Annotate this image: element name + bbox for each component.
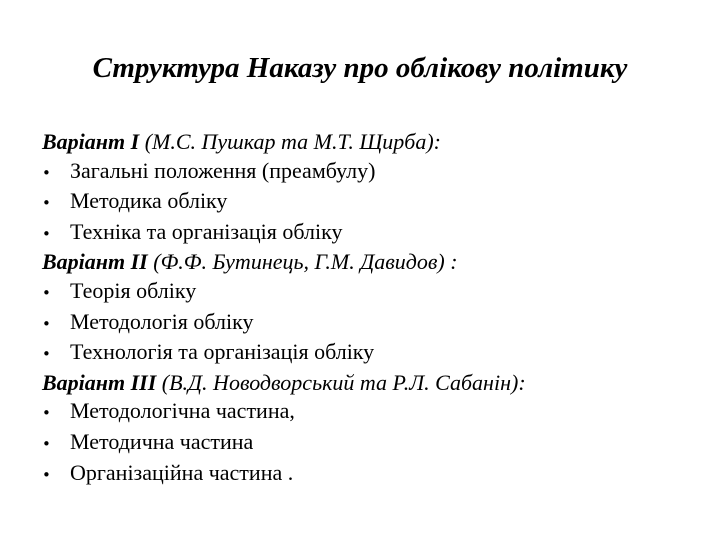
- bullet-icon: •: [42, 163, 51, 182]
- slide-content: [42, 128, 702, 489]
- variant-authors: (М.С. Пушкар та М.Т. Щирба):: [139, 129, 442, 154]
- bullet-icon: •: [42, 404, 51, 423]
- list-item-text: Організаційна частина .: [70, 459, 294, 485]
- bullet-icon: •: [42, 224, 51, 243]
- variant-authors: (Ф.Ф. Бутинець, Г.М. Давидов) :: [147, 249, 458, 275]
- list-item-text: Загальні положення (преамбулу): [70, 157, 376, 183]
- bullet-icon: •: [42, 283, 51, 302]
- list-item: [42, 277, 702, 308]
- list-item: [42, 187, 702, 218]
- list-item: [42, 338, 702, 369]
- list-item-text: Техніка та організація обліку: [70, 218, 343, 244]
- variant-authors: (В.Д. Новодворський та Р.Л. Сабанін):: [156, 369, 526, 395]
- slide-title: Структура Наказу про облікову політику: [92, 52, 628, 84]
- list-item-text: Методична частина: [70, 428, 254, 454]
- list-item: [42, 397, 702, 428]
- list-item-text: Методологічна частина,: [70, 398, 295, 424]
- bullet-icon: •: [42, 345, 51, 364]
- list-item: [42, 218, 702, 249]
- variant-heading-2: [42, 248, 702, 277]
- variant-heading-1: [42, 128, 702, 157]
- list-item-text: Методологія обліку: [70, 308, 254, 334]
- list-item-text: Теорія обліку: [70, 277, 197, 303]
- list-item: [42, 428, 702, 459]
- bullet-icon: •: [42, 314, 51, 333]
- bullet-icon: •: [42, 194, 51, 213]
- list-item-text: Методика обліку: [70, 188, 228, 214]
- variant-heading-3: [42, 369, 702, 398]
- bullet-icon: •: [42, 434, 51, 453]
- list-item: [42, 308, 702, 339]
- variant-label: Варіант I: [42, 129, 140, 154]
- list-item-text: Технологія та організація обліку: [70, 339, 375, 365]
- list-item: [42, 157, 702, 188]
- list-item: [42, 459, 702, 490]
- bullet-icon: •: [42, 465, 51, 484]
- variant-label: Варіант II: [42, 249, 148, 275]
- variant-label: Варіант III: [42, 369, 157, 395]
